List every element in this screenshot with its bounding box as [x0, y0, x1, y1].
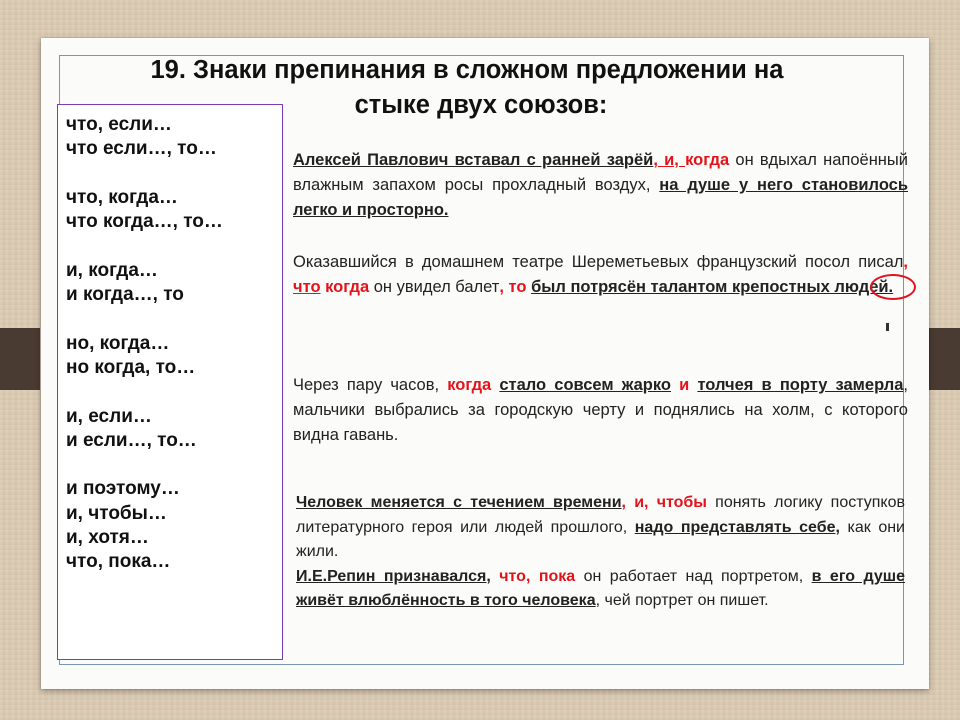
conjunction-highlight: когда: [685, 151, 730, 169]
conjunction-item: и, если…: [66, 405, 152, 427]
title-line-2: стыке двух союзов:: [354, 91, 608, 119]
conjunction-highlight: пока: [538, 567, 576, 585]
plain-text: он вдыхал напоённый влажным запахом росы прохладный воздух,: [293, 151, 908, 194]
plain-text: как они жили.: [296, 518, 905, 561]
conjunction-item: и, хотя…: [66, 527, 149, 549]
conjunction-highlight: ,: [903, 253, 908, 271]
decor-tick: [886, 323, 889, 331]
conjunction-item: что когда…, то…: [66, 211, 223, 233]
conjunction-item: и поэтому…: [66, 478, 180, 500]
left-decor-stripe: [0, 328, 40, 390]
plain-text: [491, 568, 499, 585]
conjunction-item: и если…, то…: [66, 429, 197, 451]
plain-text: , мальчики выбрались за городскую черту и поднялись на холм, с которого видна гавань.: [293, 376, 908, 444]
main-clause: стало совсем жарко: [499, 376, 671, 394]
main-clause: Человек меняется с течением времени: [296, 494, 622, 511]
list-spacer: [66, 380, 282, 404]
plain-text: понять логику поступков литературного героя или людей прошлого,: [296, 494, 905, 536]
conjunction-item: и, когда…: [66, 259, 158, 281]
conjunction-item: что, если…: [66, 114, 172, 135]
example-paragraph-2: [293, 250, 908, 300]
main-clause: И.Е.Репин признавался,: [296, 567, 491, 585]
conjunction-highlight: , то: [499, 278, 527, 296]
main-clause: Алексей Павлович вставал с ранней зарёй: [293, 151, 654, 169]
conjunction-item: но когда, то…: [66, 356, 196, 378]
conjunction-highlight: и: [679, 376, 690, 394]
conjunction-item: и, чтобы…: [66, 502, 167, 524]
main-clause: надо представлять себе,: [634, 518, 840, 536]
example-paragraph-3: [293, 373, 908, 448]
title-line-1: 19. Знаки препинания в сложном предложении на: [150, 56, 784, 84]
plain-text: [530, 568, 538, 585]
circled-conjunction-marker: [870, 274, 916, 300]
main-clause: в его душе живёт влюблённость в того человека: [296, 567, 905, 610]
main-clause: на душе у него становилось легко и просторно.: [293, 176, 908, 219]
conjunction-highlight: , и, чтобы: [621, 494, 707, 511]
conjunction-item: но, когда…: [66, 332, 170, 354]
main-clause: толчея в порту замерла: [697, 376, 904, 394]
example-paragraph-4: [296, 491, 905, 614]
plain-text: [671, 376, 679, 394]
conjunction-list: [57, 104, 283, 660]
conjunction-item: что, пока…: [66, 551, 171, 573]
list-spacer: [66, 453, 282, 477]
conjunction-highlight: что,: [499, 567, 531, 585]
conjunction-item: что, когда…: [66, 186, 178, 208]
conjunction-item: что если…, то…: [66, 138, 217, 160]
plain-text: Через пару часов,: [293, 376, 448, 394]
plain-text: Оказавшийся в домашнем театре Шереметьевых французский посол писал: [293, 253, 904, 271]
example-paragraph-1: [293, 148, 908, 223]
conjunction-highlight: когда: [447, 376, 492, 394]
conjunction-highlight: что: [293, 278, 321, 296]
list-spacer: [66, 162, 282, 186]
conjunction-highlight: когда: [325, 278, 370, 296]
list-spacer: [66, 307, 282, 331]
plain-text: он увидел балет: [369, 278, 500, 296]
main-clause: был потрясён талантом крепостных людей.: [531, 278, 894, 296]
list-spacer: [66, 234, 282, 258]
plain-text: он работает над портретом,: [575, 567, 812, 585]
plain-text: , чей портрет он пишет.: [595, 592, 769, 610]
conjunction-item: и когда…, то: [66, 284, 184, 306]
conjunction-highlight: , и,: [653, 151, 686, 169]
